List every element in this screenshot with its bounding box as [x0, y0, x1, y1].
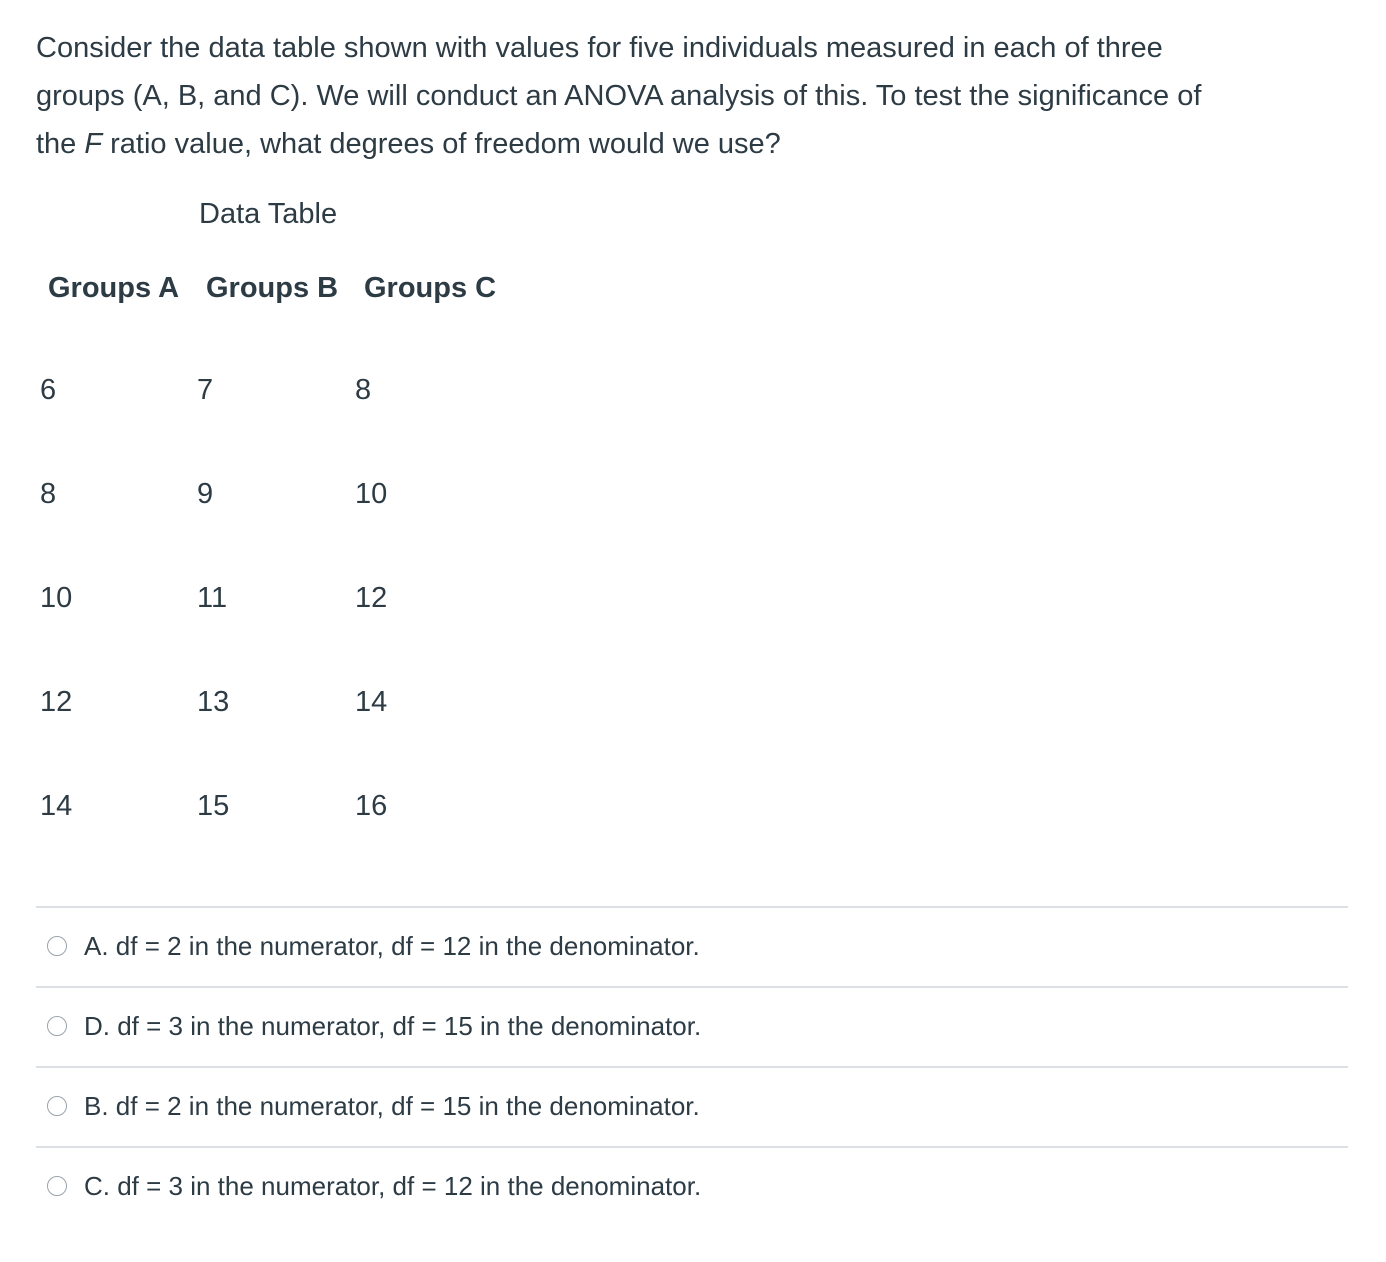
- table-cell: 15: [197, 790, 230, 822]
- question-line-1: Consider the data table shown with values for five individuals measured in each of three: [36, 32, 1163, 64]
- answer-option-d[interactable]: [36, 987, 1348, 1065]
- column-header-groups-b: Groups B: [206, 272, 339, 304]
- table-cell: 9: [197, 478, 214, 510]
- answer-option-c[interactable]: [36, 1147, 1348, 1225]
- table-cell: 10: [355, 478, 388, 510]
- table-cell: 11: [197, 582, 228, 614]
- table-cell: 16: [355, 790, 388, 822]
- question-line-2: groups (A, B, and C). We will conduct an ANOVA analysis of this. To test the significance of: [36, 80, 1202, 112]
- column-header-groups-c: Groups C: [364, 272, 497, 304]
- f-ratio-symbol: F: [84, 128, 103, 160]
- table-cell: 7: [197, 374, 214, 406]
- table-cell: 13: [197, 686, 230, 718]
- radio-button[interactable]: [47, 1016, 67, 1036]
- question-text: [36, 24, 1336, 168]
- answer-label[interactable]: C. df = 3 in the numerator, df = 12 in the denominator.: [84, 1171, 702, 1201]
- table-cell: 14: [355, 686, 388, 718]
- table-cell: 8: [40, 478, 57, 510]
- answer-label[interactable]: A. df = 2 in the numerator, df = 12 in the denominator.: [84, 931, 700, 961]
- answer-label[interactable]: B. df = 2 in the numerator, df = 15 in the denominator.: [84, 1091, 700, 1121]
- table-cell: 6: [40, 374, 57, 406]
- column-header-groups-a: Groups A: [48, 272, 180, 304]
- table-cell: 14: [40, 790, 73, 822]
- answer-label[interactable]: D. df = 3 in the numerator, df = 15 in the denominator.: [84, 1011, 702, 1041]
- answer-option-b[interactable]: [36, 1067, 1348, 1145]
- answer-option-a[interactable]: [36, 907, 1348, 985]
- question-line-3: [36, 120, 1336, 168]
- table-cell: 8: [355, 374, 372, 406]
- table-cell: 10: [40, 582, 73, 614]
- radio-button[interactable]: [47, 1176, 67, 1196]
- radio-button[interactable]: [47, 1096, 67, 1116]
- question-line-3-start: the: [36, 128, 85, 160]
- question-line-3-end: ratio value, what degrees of freedom would we use?: [102, 128, 781, 160]
- table-caption: Data Table: [199, 198, 338, 230]
- table-cell: 12: [355, 582, 388, 614]
- radio-button[interactable]: [47, 936, 67, 956]
- table-cell: 12: [40, 686, 73, 718]
